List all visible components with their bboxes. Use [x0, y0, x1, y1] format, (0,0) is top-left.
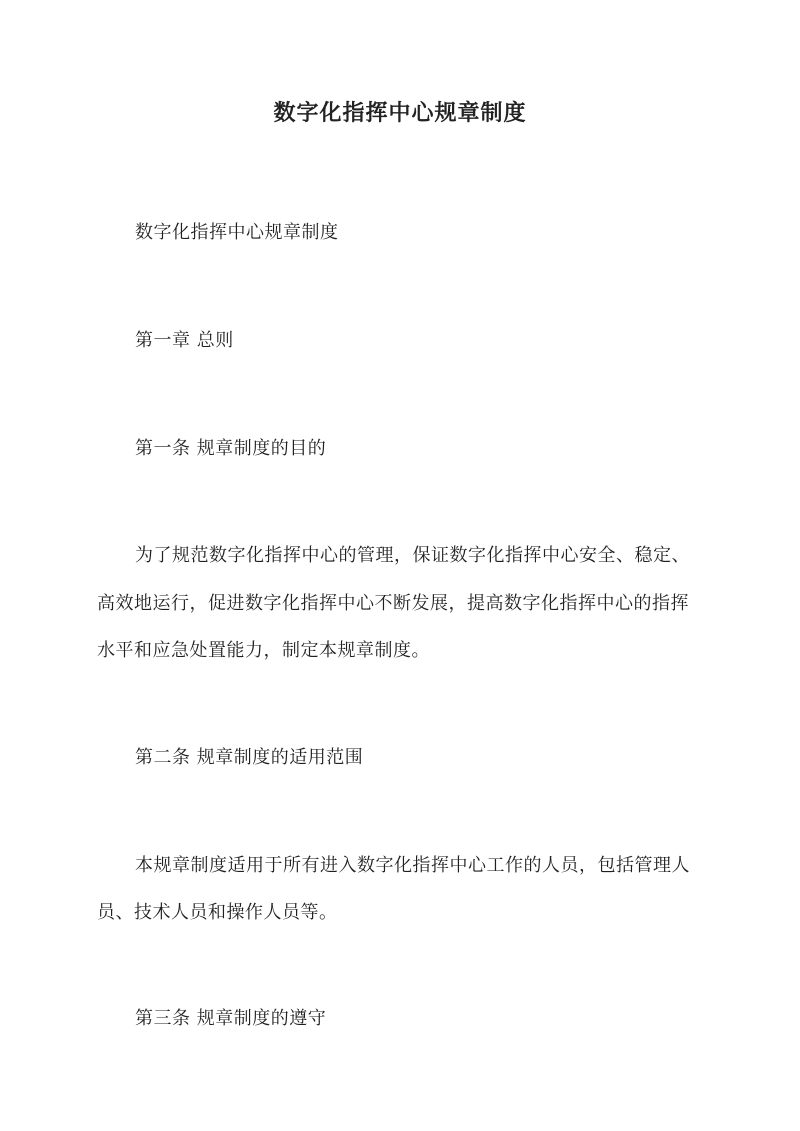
paragraph-1-line-3: 水平和应急处置能力，制定本规章制度。 — [97, 640, 430, 661]
paragraph-1-line-1: 为了规范数字化指挥中心的管理，保证数字化指挥中心安全、稳定、 — [135, 545, 690, 566]
chapter-heading: 第一章 总则 — [135, 330, 234, 351]
article-heading-3: 第三条 规章制度的遵守 — [135, 1008, 327, 1029]
page-title: 数字化指挥中心规章制度 — [273, 100, 527, 126]
paragraph-2-line-1: 本规章制度适用于所有进入数字化指挥中心工作的人员，包括管理人 — [135, 855, 690, 876]
article-heading-2: 第二条 规章制度的适用范围 — [135, 747, 364, 768]
article-heading-1: 第一条 规章制度的目的 — [135, 438, 327, 459]
document-subtitle: 数字化指挥中心规章制度 — [135, 222, 339, 243]
paragraph-2-line-2: 员、技术人员和操作人员等。 — [97, 902, 338, 923]
paragraph-1-line-2: 高效地运行，促进数字化指挥中心不断发展，提高数字化指挥中心的指挥 — [97, 593, 689, 614]
